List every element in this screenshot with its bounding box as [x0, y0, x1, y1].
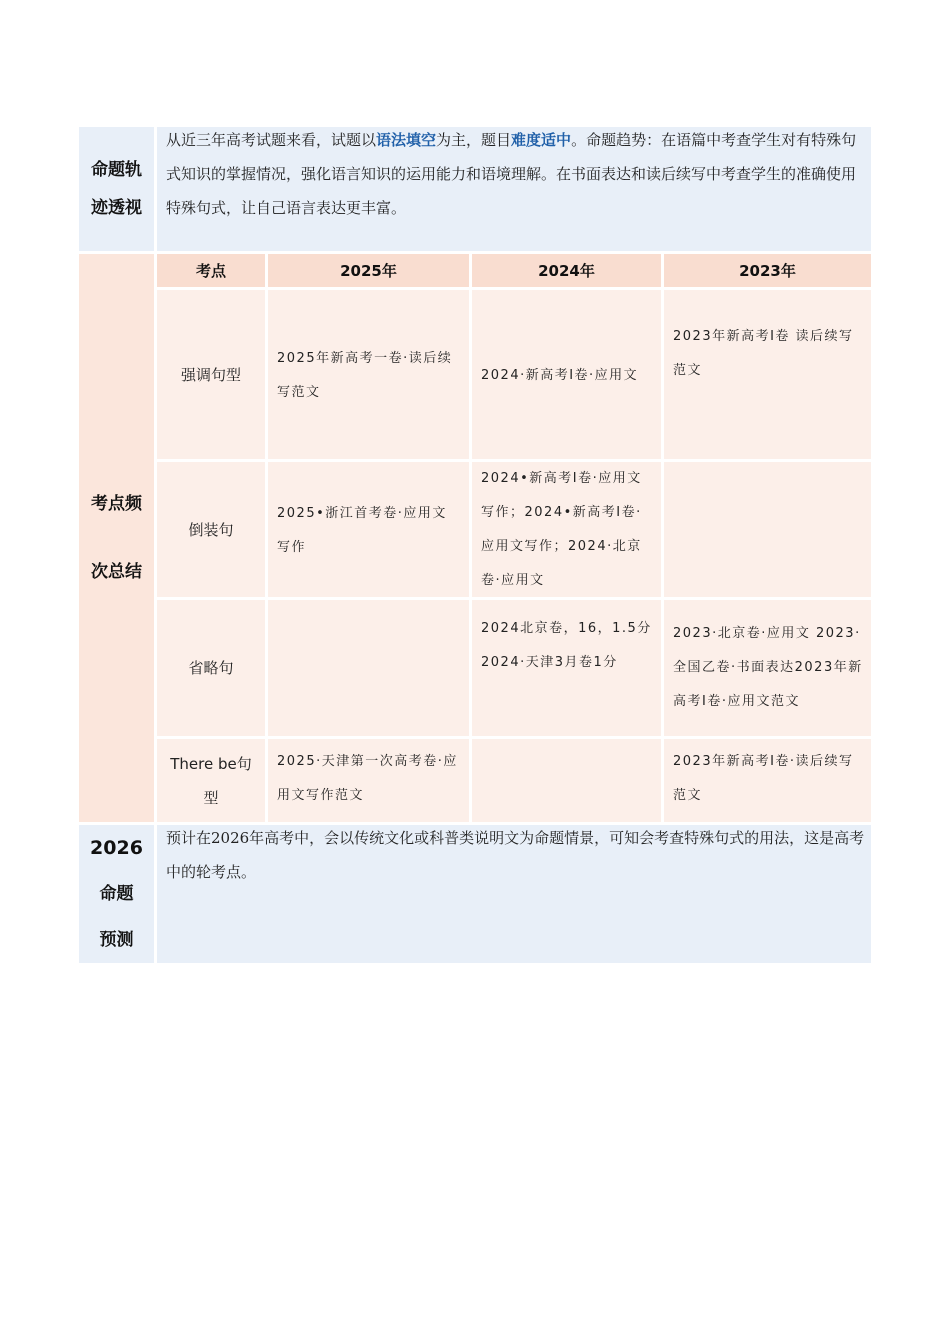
table-cell-2023	[664, 462, 871, 597]
table-cell-2025: 2025·天津第一次高考卷·应用文写作范文	[268, 739, 469, 822]
label-line: 考点频	[91, 494, 142, 514]
table-cell-2024	[472, 739, 661, 822]
table-row-topic: 倒装句	[157, 462, 265, 597]
table-row-topic: 省略句	[157, 600, 265, 736]
table-cell-2024: 2024•新高考Ⅰ卷·应用文写作；2024•新高考Ⅰ卷·应用文写作；2024·北京卷·应用文	[472, 462, 661, 597]
label-line: 预测	[99, 930, 134, 950]
forecast-paragraph: 预计在2026年高考中，会以传统文化或科普类说明文为命题情景，可知会考查特殊句式的用法，这是高考中的轮考点。	[166, 829, 865, 881]
table-cell-2023: 2023·北京卷·应用文 2023·全国乙卷·书面表达2023年新高考Ⅰ卷·应用文范文	[664, 600, 871, 736]
header-2023: 2023年	[664, 254, 871, 287]
table-cell-2024: 2024北京卷，16，1.5分 2024·天津3月卷1分	[472, 600, 661, 736]
table-cell-2024: 2024·新高考Ⅰ卷·应用文	[472, 290, 661, 459]
label-line: 命题	[99, 884, 134, 904]
table-cell-2023: 2023年新高考Ⅰ卷·读后续写范文	[664, 739, 871, 822]
section-label-forecast	[79, 825, 154, 963]
label-line: 2026	[90, 837, 143, 859]
table-cell-2025: 2025•浙江首考卷·应用文写作	[268, 462, 469, 597]
highlight-grammar: 语法填空	[376, 131, 437, 149]
table-row-topic: There be句型	[157, 739, 265, 822]
section-label-trend	[79, 127, 154, 251]
table-cell-2023: 2023年新高考Ⅰ卷 读后续写范文	[664, 290, 871, 459]
table-cell-2025: 2025年新高考一卷·读后续写范文	[268, 290, 469, 459]
table-row-topic: 强调句型	[157, 290, 265, 459]
highlight-difficulty: 难度适中	[511, 131, 572, 149]
header-2025: 2025年	[268, 254, 469, 287]
label-line: 次总结	[91, 562, 142, 582]
section-label-frequency	[79, 254, 154, 822]
header-2024: 2024年	[472, 254, 661, 287]
label-line: 迹透视	[91, 198, 142, 218]
header-topic: 考点	[157, 254, 265, 287]
trend-paragraph: 从近三年高考试题来看，试题以语法填空为主，题目难度适中。命题趋势：在语篇中考查学生对有特殊句式知识的掌握情况，强化语言知识的运用能力和语境理解。在书面表达和读后续写中考查学生的准确使用特殊句式，让自己语言表达更丰富。	[166, 131, 857, 217]
table-cell-2025	[268, 600, 469, 736]
label-line: 命题轨	[91, 160, 142, 180]
